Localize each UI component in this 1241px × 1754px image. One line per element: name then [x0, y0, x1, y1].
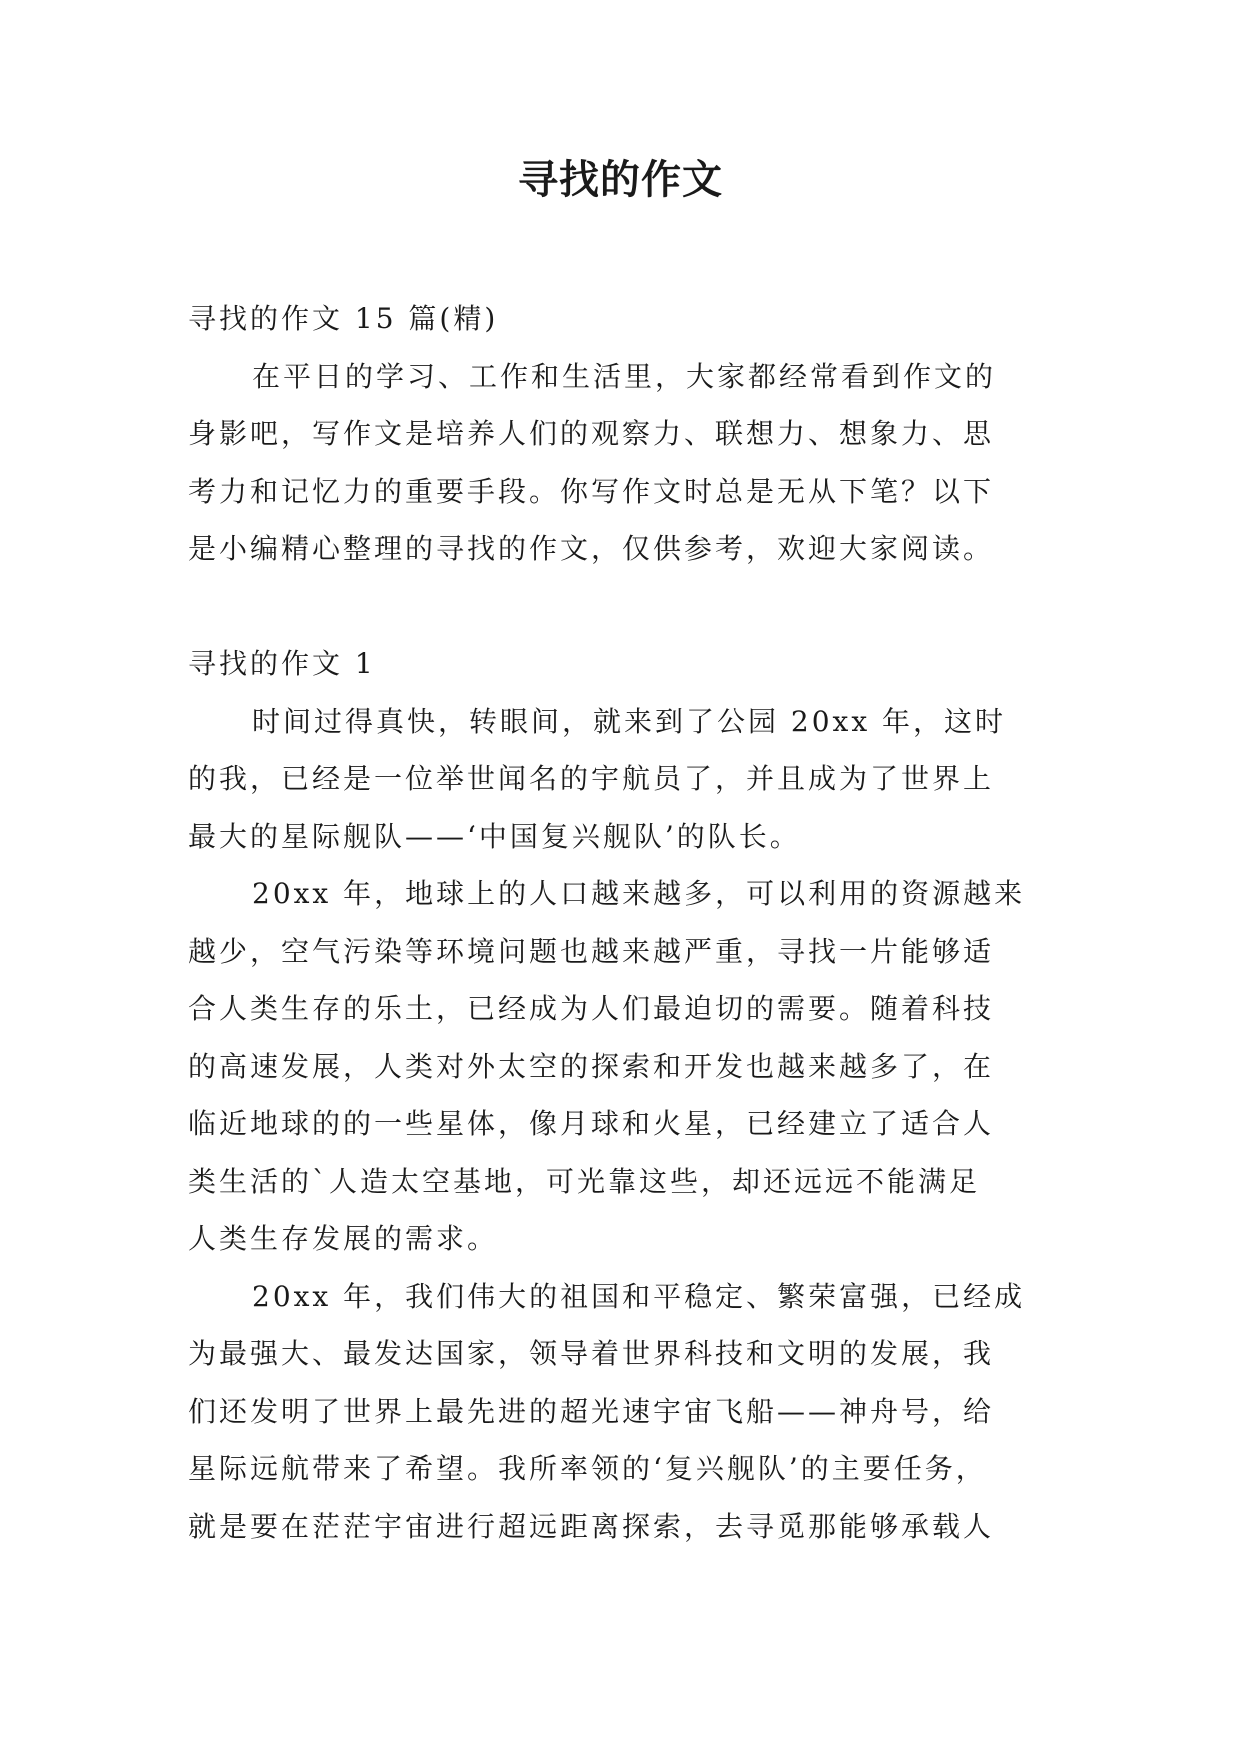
intro-line: 是小编精心整理的寻找的作文，仅供参考，欢迎大家阅读。: [188, 532, 995, 565]
paragraph-line: 时间过得真快，转眼间，就来到了公园 20xx 年，这时: [252, 704, 1007, 738]
paragraph-line: 星际远航带来了希望。我所率领的‘复兴舰队’的主要任务，: [188, 1452, 987, 1485]
paragraph-line: 的我，已经是一位举世闻名的宇航员了，并且成为了世界上: [188, 762, 995, 795]
section-paragraph-3: [188, 1268, 1068, 1556]
section-paragraph-1: [188, 693, 1068, 866]
paragraph-line: 临近地球的的一些星体，像月球和火星，已经建立了适合人: [188, 1107, 995, 1140]
section-heading: 寻找的作文 1: [188, 647, 376, 680]
paragraph-line: 为最强大、最发达国家，领导着世界科技和文明的发展，我: [188, 1337, 995, 1370]
paragraph-line: 就是要在茫茫宇宙进行超远距离探索，去寻觅那能够承载人: [188, 1509, 995, 1543]
paragraph-line: 越少，空气污染等环境问题也越来越严重，寻找一片能够适: [188, 934, 995, 968]
paragraph-line: 人类生存发展的需求。: [188, 1222, 499, 1255]
paragraph-line: 的高速发展，人类对外太空的探索和开发也越来越多了，在: [188, 1049, 995, 1083]
paragraph-line: 类生活的`人造太空基地，可光靠这些，却还远远不能满足: [188, 1164, 981, 1198]
paragraph-gap: [188, 578, 1068, 636]
document-subtitle: 寻找的作文 15 篇(精): [188, 302, 499, 335]
paragraph-line: 20xx 年，我们伟大的祖国和平稳定、繁荣富强，已经成: [252, 1279, 1026, 1313]
document-body: [188, 290, 1068, 1555]
intro-paragraph: [188, 348, 1068, 578]
intro-line: 身影吧，写作文是培养人们的观察力、联想力、想象力、思: [188, 417, 995, 450]
intro-line: 在平日的学习、工作和生活里，大家都经常看到作文的: [252, 359, 997, 393]
intro-line: 考力和记忆力的重要手段。你写作文时总是无从下笔？以下: [188, 474, 995, 508]
paragraph-line: 20xx 年，地球上的人口越来越多，可以利用的资源越来: [252, 877, 1026, 910]
document-title: 寻找的作文: [518, 157, 723, 203]
section-paragraph-2: [188, 865, 1068, 1268]
paragraph-line: 最大的星际舰队——‘中国复兴舰队’的队长。: [188, 819, 801, 853]
paragraph-line: 们还发明了世界上最先进的超光速宇宙飞船——神舟号，给: [188, 1394, 995, 1428]
paragraph-line: 合人类生存的乐土，已经成为人们最迫切的需要。随着科技: [188, 992, 995, 1025]
